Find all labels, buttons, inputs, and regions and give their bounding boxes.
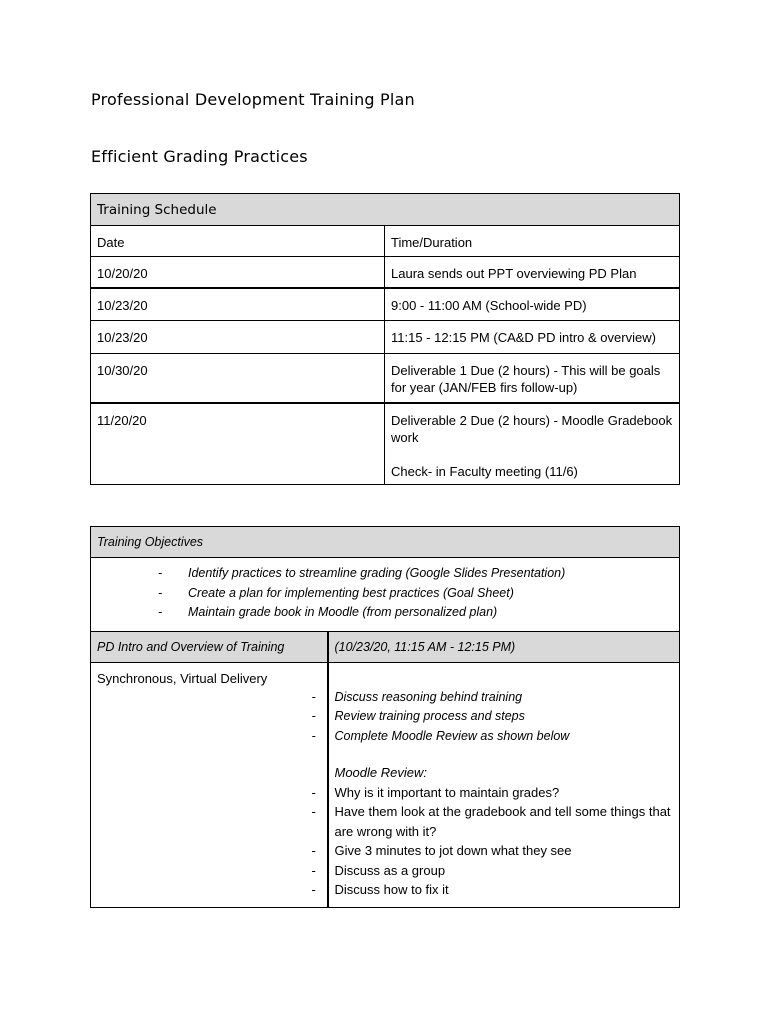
row-date: 10/20/20 [91,257,385,288]
moodle-review-title: Moodle Review: [334,765,427,780]
row-description: Laura sends out PPT overviewing PD Plan [385,257,680,288]
objectives-list-cell [91,558,680,632]
moodle-sub-list [335,841,674,900]
list-item: - Complete Moodle Review as shown below [335,727,674,747]
objectives-header: Training Objectives [91,527,680,558]
row-description-cell [385,403,680,485]
document-subtitle: Efficient Grading Practices [91,147,308,166]
table-row [91,226,680,257]
table-row [91,321,680,354]
objectives-list [181,564,673,623]
table-row [91,288,680,321]
column-header-time: Time/Duration [385,226,680,257]
row-description: Deliverable 1 Due (2 hours) - This will be goals for year (JAN/FEB firs follow-up) [385,354,680,403]
table-row [91,403,680,485]
list-item: - Have them look at the gradebook and tell some things that are wrong with it? [335,802,674,841]
list-item: - Identify practices to streamline grading (Google Slides Presentation) [181,564,673,584]
column-header-date: Date [91,226,385,257]
training-schedule-table [90,193,680,485]
list-item: - Discuss reasoning behind training [335,688,674,708]
schedule-header: Training Schedule [91,194,680,226]
schedule-header-row [91,194,680,226]
list-item: - Discuss how to fix it [335,880,674,900]
intro-time: (10/23/20, 11:15 AM - 12:15 PM) [328,631,680,662]
list-item: - Give 3 minutes to jot down what they see [335,841,674,861]
document-title: Professional Development Training Plan [91,90,415,109]
list-item: - Review training process and steps [335,707,674,727]
objectives-list-row [91,558,680,632]
intro-details-cell [328,662,680,907]
list-item: - Create a plan for implementing best practices (Goal Sheet) [181,584,673,604]
row-description-note: Check- in Faculty meeting (11/6) [391,463,578,479]
training-objectives-table [90,526,680,908]
table-row [91,354,680,403]
intro-body-row [91,662,680,907]
row-description: 11:15 - 12:15 PM (CA&D PD intro & overview) [385,321,680,354]
row-date: 10/23/20 [91,288,385,321]
list-item: - Maintain grade book in Moodle (from personalized plan) [181,603,673,623]
objectives-header-row [91,527,680,558]
row-date: 10/30/20 [91,354,385,403]
row-description: Deliverable 2 Due (2 hours) - Moodle Gradebook work [391,412,673,445]
row-date: 10/23/20 [91,321,385,354]
list-item: - Why is it important to maintain grades? [335,783,674,803]
delivery-mode: Synchronous, Virtual Delivery [91,662,328,907]
row-date: 11/20/20 [91,403,385,485]
intro-header-row [91,631,680,662]
table-row [91,257,680,288]
list-item: - Discuss as a group [335,861,674,881]
intro-header: PD Intro and Overview of Training [91,631,328,662]
row-description: 9:00 - 11:00 AM (School-wide PD) [385,288,680,321]
moodle-review-list [335,783,674,842]
steps-list [335,688,674,747]
